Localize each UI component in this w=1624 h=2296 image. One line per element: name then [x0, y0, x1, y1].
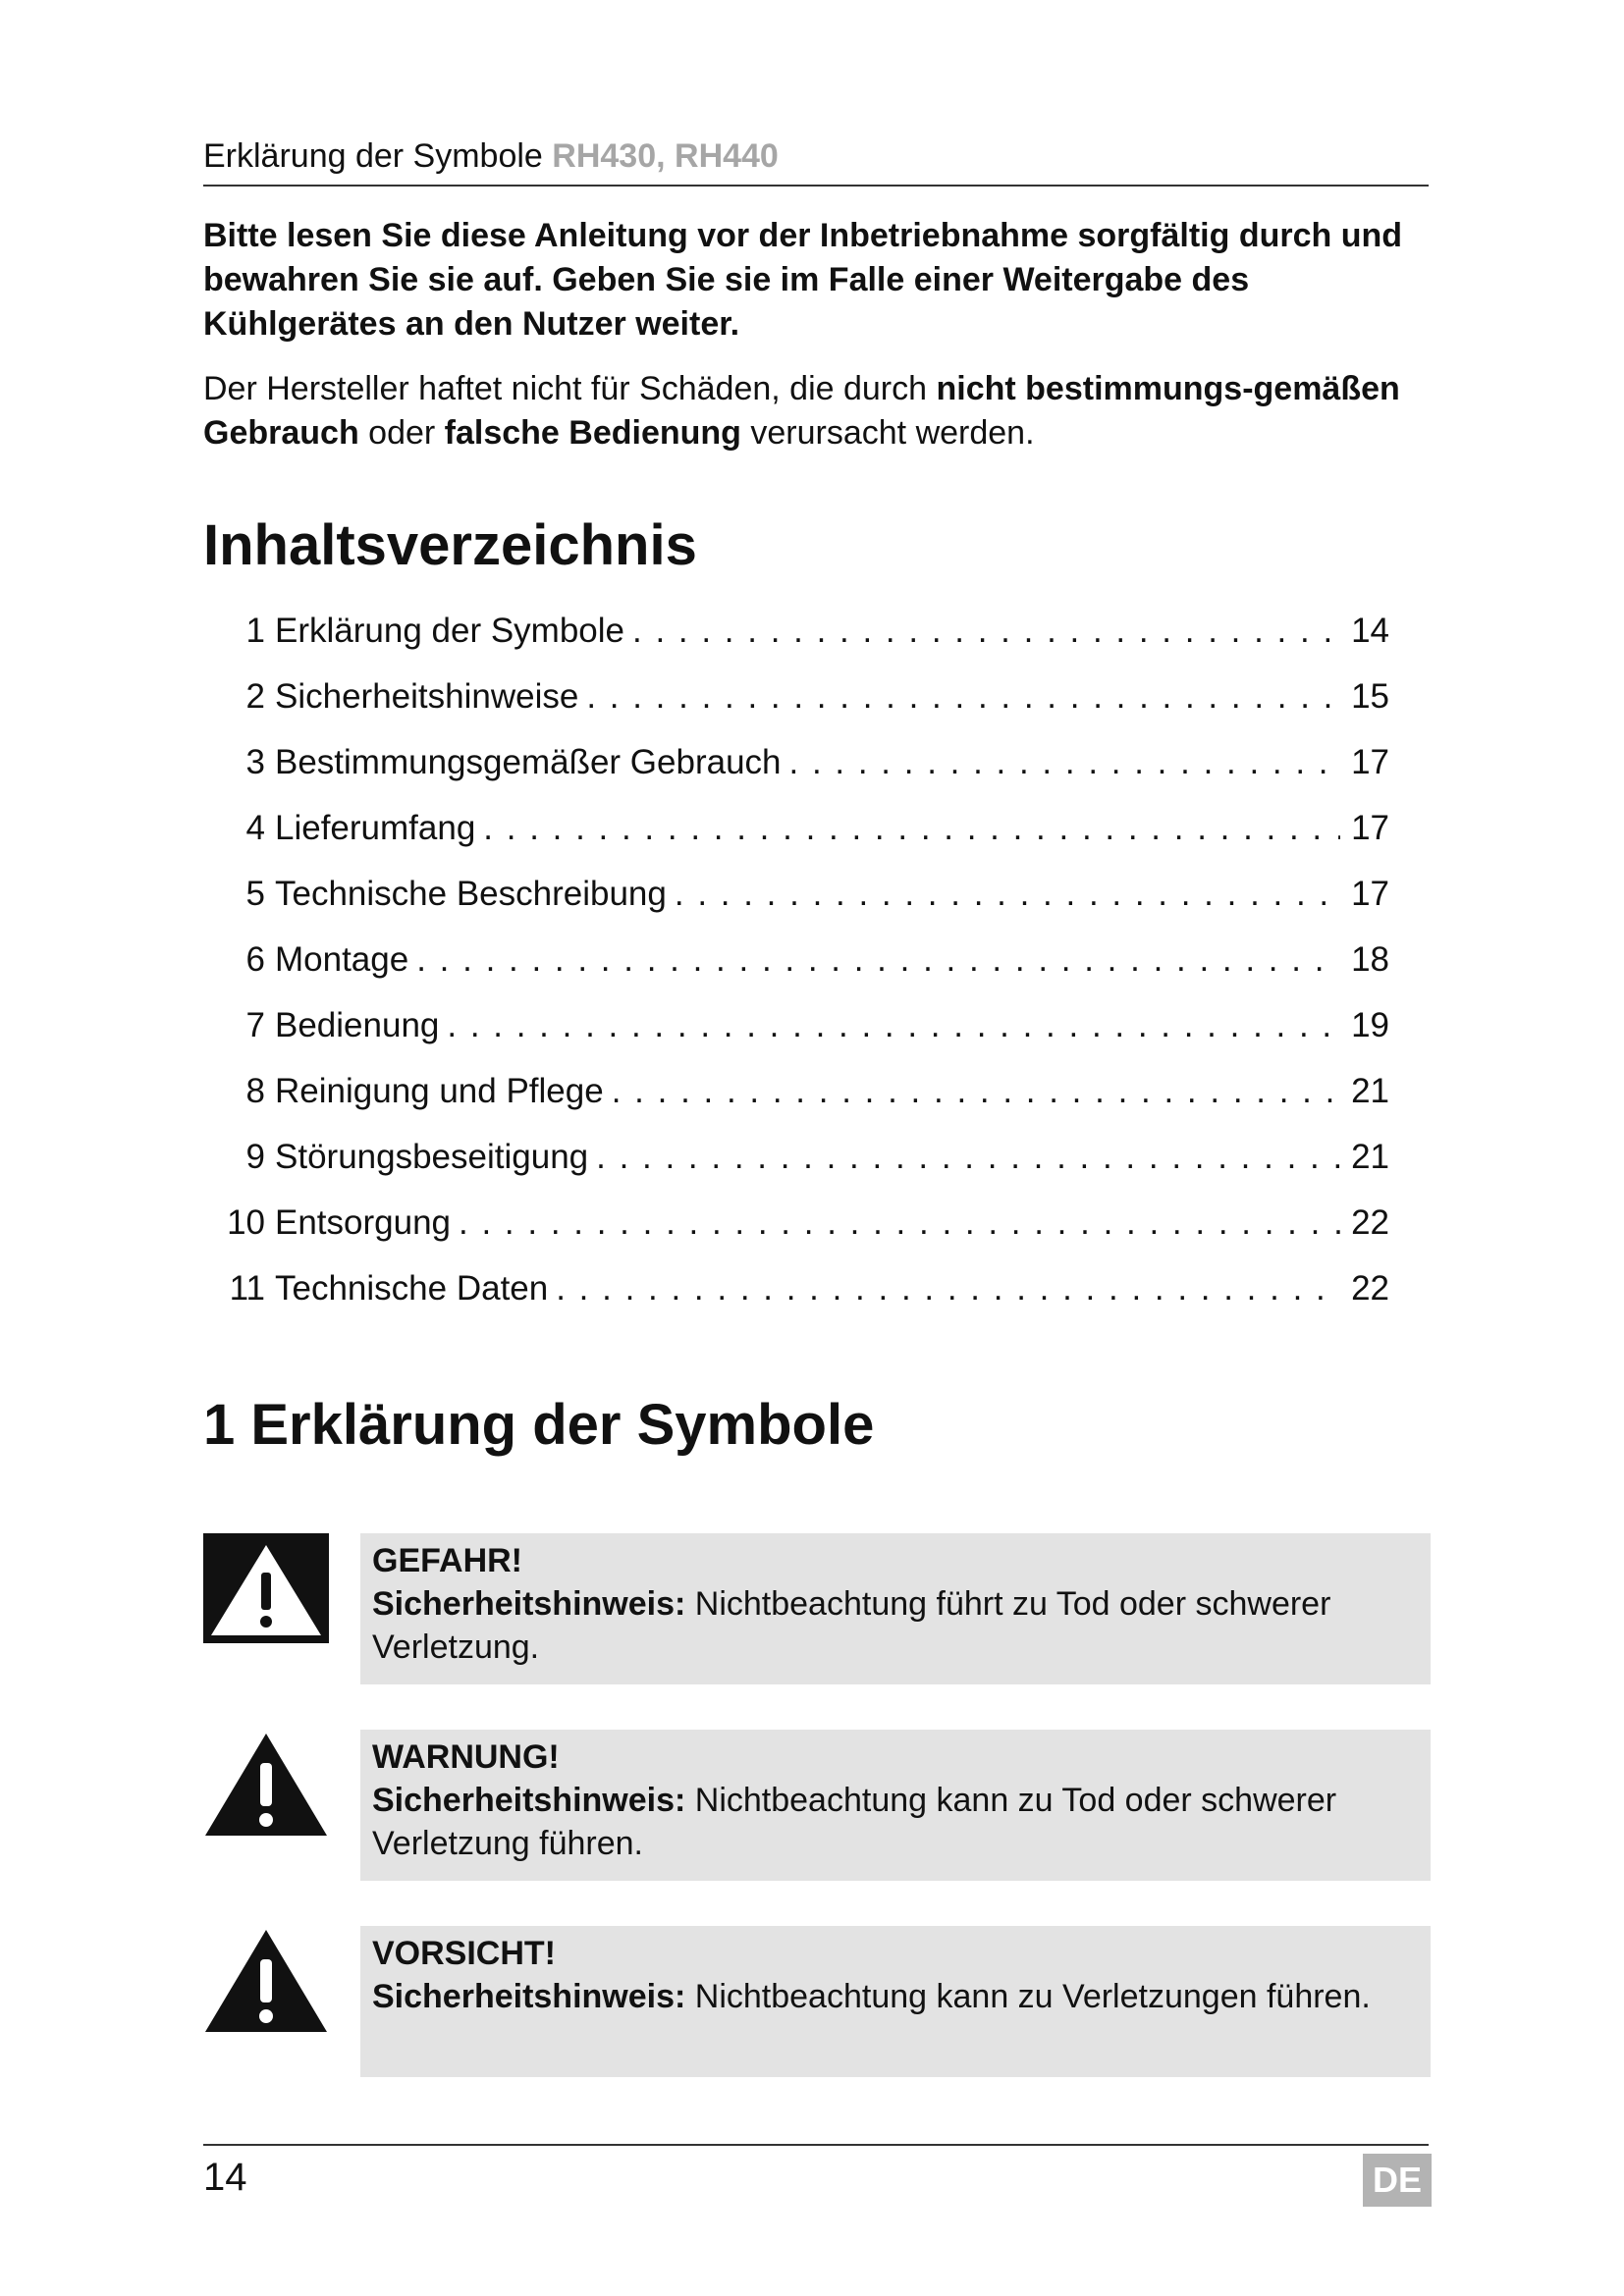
liability-text-1: Der Hersteller haftet nicht für Schäden, die durch — [203, 370, 937, 407]
toc-leader-dots — [556, 1264, 1340, 1313]
toc-leader-dots — [483, 804, 1340, 853]
liability-bold-2: falsche Bedienung — [444, 414, 741, 452]
toc-leader-dots — [632, 607, 1340, 656]
notice-box — [360, 1533, 1431, 1684]
liability-text-3: verursacht werden. — [740, 414, 1035, 452]
toc-leader-dots — [612, 1067, 1340, 1116]
notice-hint-label: Sicherheitshinweis: — [372, 1585, 686, 1623]
toc-entry-number: 4 — [245, 809, 265, 847]
toc-entry-number: 2 — [245, 677, 265, 716]
toc-entry[interactable] — [203, 1067, 1389, 1133]
toc-entry[interactable] — [203, 1001, 1389, 1067]
toc-leader-dots — [459, 1199, 1340, 1248]
toc-entry-page: 22 — [1351, 1203, 1389, 1242]
section-heading: 1 Erklärung der Symbole — [203, 1393, 875, 1457]
toc-entry-number: 3 — [245, 743, 265, 781]
notice-caution — [203, 1926, 1431, 2077]
toc-entry-title: Lieferumfang — [275, 809, 476, 847]
liability-notice — [203, 367, 1431, 455]
notice-text: Nichtbeachtung kann zu Verletzungen führen. — [685, 1978, 1371, 2015]
toc-entry-title: Bestimmungsgemäßer Gebrauch — [275, 743, 782, 781]
toc-entry-number: 5 — [245, 875, 265, 913]
toc-entry-page: 17 — [1351, 743, 1389, 781]
notice-warning — [203, 1730, 1431, 1881]
toc-entry-number: 7 — [245, 1006, 265, 1044]
toc-entry-page: 17 — [1351, 875, 1389, 913]
toc-heading: Inhaltsverzeichnis — [203, 513, 697, 577]
toc-entry[interactable] — [203, 804, 1389, 870]
toc-entry-title: Technische Daten — [275, 1269, 549, 1308]
toc-entry-number: 10 — [227, 1203, 265, 1242]
toc-entry-title: Entsorgung — [275, 1203, 452, 1242]
toc-entry[interactable] — [203, 870, 1389, 935]
toc-leader-dots — [586, 672, 1340, 721]
page-header — [203, 135, 1429, 187]
notice-box — [360, 1926, 1431, 2077]
toc-leader-dots — [675, 870, 1340, 919]
toc-entry-title: Technische Beschreibung — [275, 875, 667, 913]
toc-entry-page: 18 — [1351, 940, 1389, 979]
notice-label: VORSICHT! — [372, 1935, 556, 1972]
toc-entry[interactable] — [203, 738, 1389, 804]
toc-entry-number: 1 — [245, 612, 265, 650]
toc-leader-dots — [447, 1001, 1340, 1050]
toc-entry[interactable] — [203, 1199, 1389, 1264]
header-title: Erklärung der Symbole — [203, 137, 543, 175]
warning-triangle-icon — [203, 1926, 329, 2036]
intro-instructions: Bitte lesen Sie diese Anleitung vor der Inbetriebnahme sorgfältig durch und bewahren Sie sie auf. Geben Sie sie im Falle einer Weitergabe des Kühlgerätes an den Nutzer weiter. — [203, 217, 1403, 343]
notice-label: GEFAHR! — [372, 1542, 522, 1579]
notice-box — [360, 1730, 1431, 1881]
notice-text: Nichtbeachtung führt zu Tod oder schwerer Verletzung. — [372, 1585, 1331, 1666]
toc-entry-page: 17 — [1351, 809, 1389, 847]
footer-divider — [203, 2144, 1429, 2146]
language-badge: DE — [1363, 2154, 1432, 2207]
notice-label: WARNUNG! — [372, 1738, 560, 1776]
notice-hint-label: Sicherheitshinweis: — [372, 1978, 686, 2015]
toc-leader-dots — [416, 935, 1340, 985]
liability-bold-1: nicht bestimmungs-gemäßen Gebrauch — [203, 370, 1400, 452]
table-of-contents — [203, 607, 1389, 1330]
toc-entry[interactable] — [203, 935, 1389, 1001]
notice-hint-label: Sicherheitshinweis: — [372, 1782, 686, 1819]
toc-entry-number: 9 — [245, 1138, 265, 1176]
toc-entry-page: 15 — [1351, 677, 1389, 716]
page-number: 14 — [203, 2156, 247, 2199]
notice-text: Nichtbeachtung kann zu Tod oder schwerer Verletzung führen. — [372, 1782, 1337, 1862]
toc-entry[interactable] — [203, 607, 1389, 672]
toc-entry-title: Erklärung der Symbole — [275, 612, 624, 650]
header-models: RH430, RH440 — [552, 137, 779, 175]
toc-entry[interactable] — [203, 672, 1389, 738]
toc-entry-title: Störungsbeseitigung — [275, 1138, 589, 1176]
toc-entry-title: Montage — [275, 940, 409, 979]
toc-entry[interactable] — [203, 1264, 1389, 1330]
toc-entry-number: 6 — [245, 940, 265, 979]
notice-danger — [203, 1533, 1431, 1684]
toc-entry-page: 21 — [1351, 1072, 1389, 1110]
toc-entry-title: Sicherheitshinweise — [275, 677, 579, 716]
toc-leader-dots — [596, 1133, 1340, 1182]
warning-triangle-icon — [203, 1730, 329, 1840]
toc-entry-page: 14 — [1351, 612, 1389, 650]
toc-entry-page: 19 — [1351, 1006, 1389, 1044]
toc-entry-page: 22 — [1351, 1269, 1389, 1308]
toc-leader-dots — [789, 738, 1341, 787]
toc-entry-number: 8 — [245, 1072, 265, 1110]
toc-entry-title: Reinigung und Pflege — [275, 1072, 604, 1110]
toc-entry-page: 21 — [1351, 1138, 1389, 1176]
toc-entry[interactable] — [203, 1133, 1389, 1199]
toc-entry-number: 11 — [229, 1269, 265, 1308]
liability-text-2: oder — [358, 414, 445, 452]
warning-triangle-in-square-icon — [203, 1533, 329, 1643]
toc-entry-title: Bedienung — [275, 1006, 440, 1044]
